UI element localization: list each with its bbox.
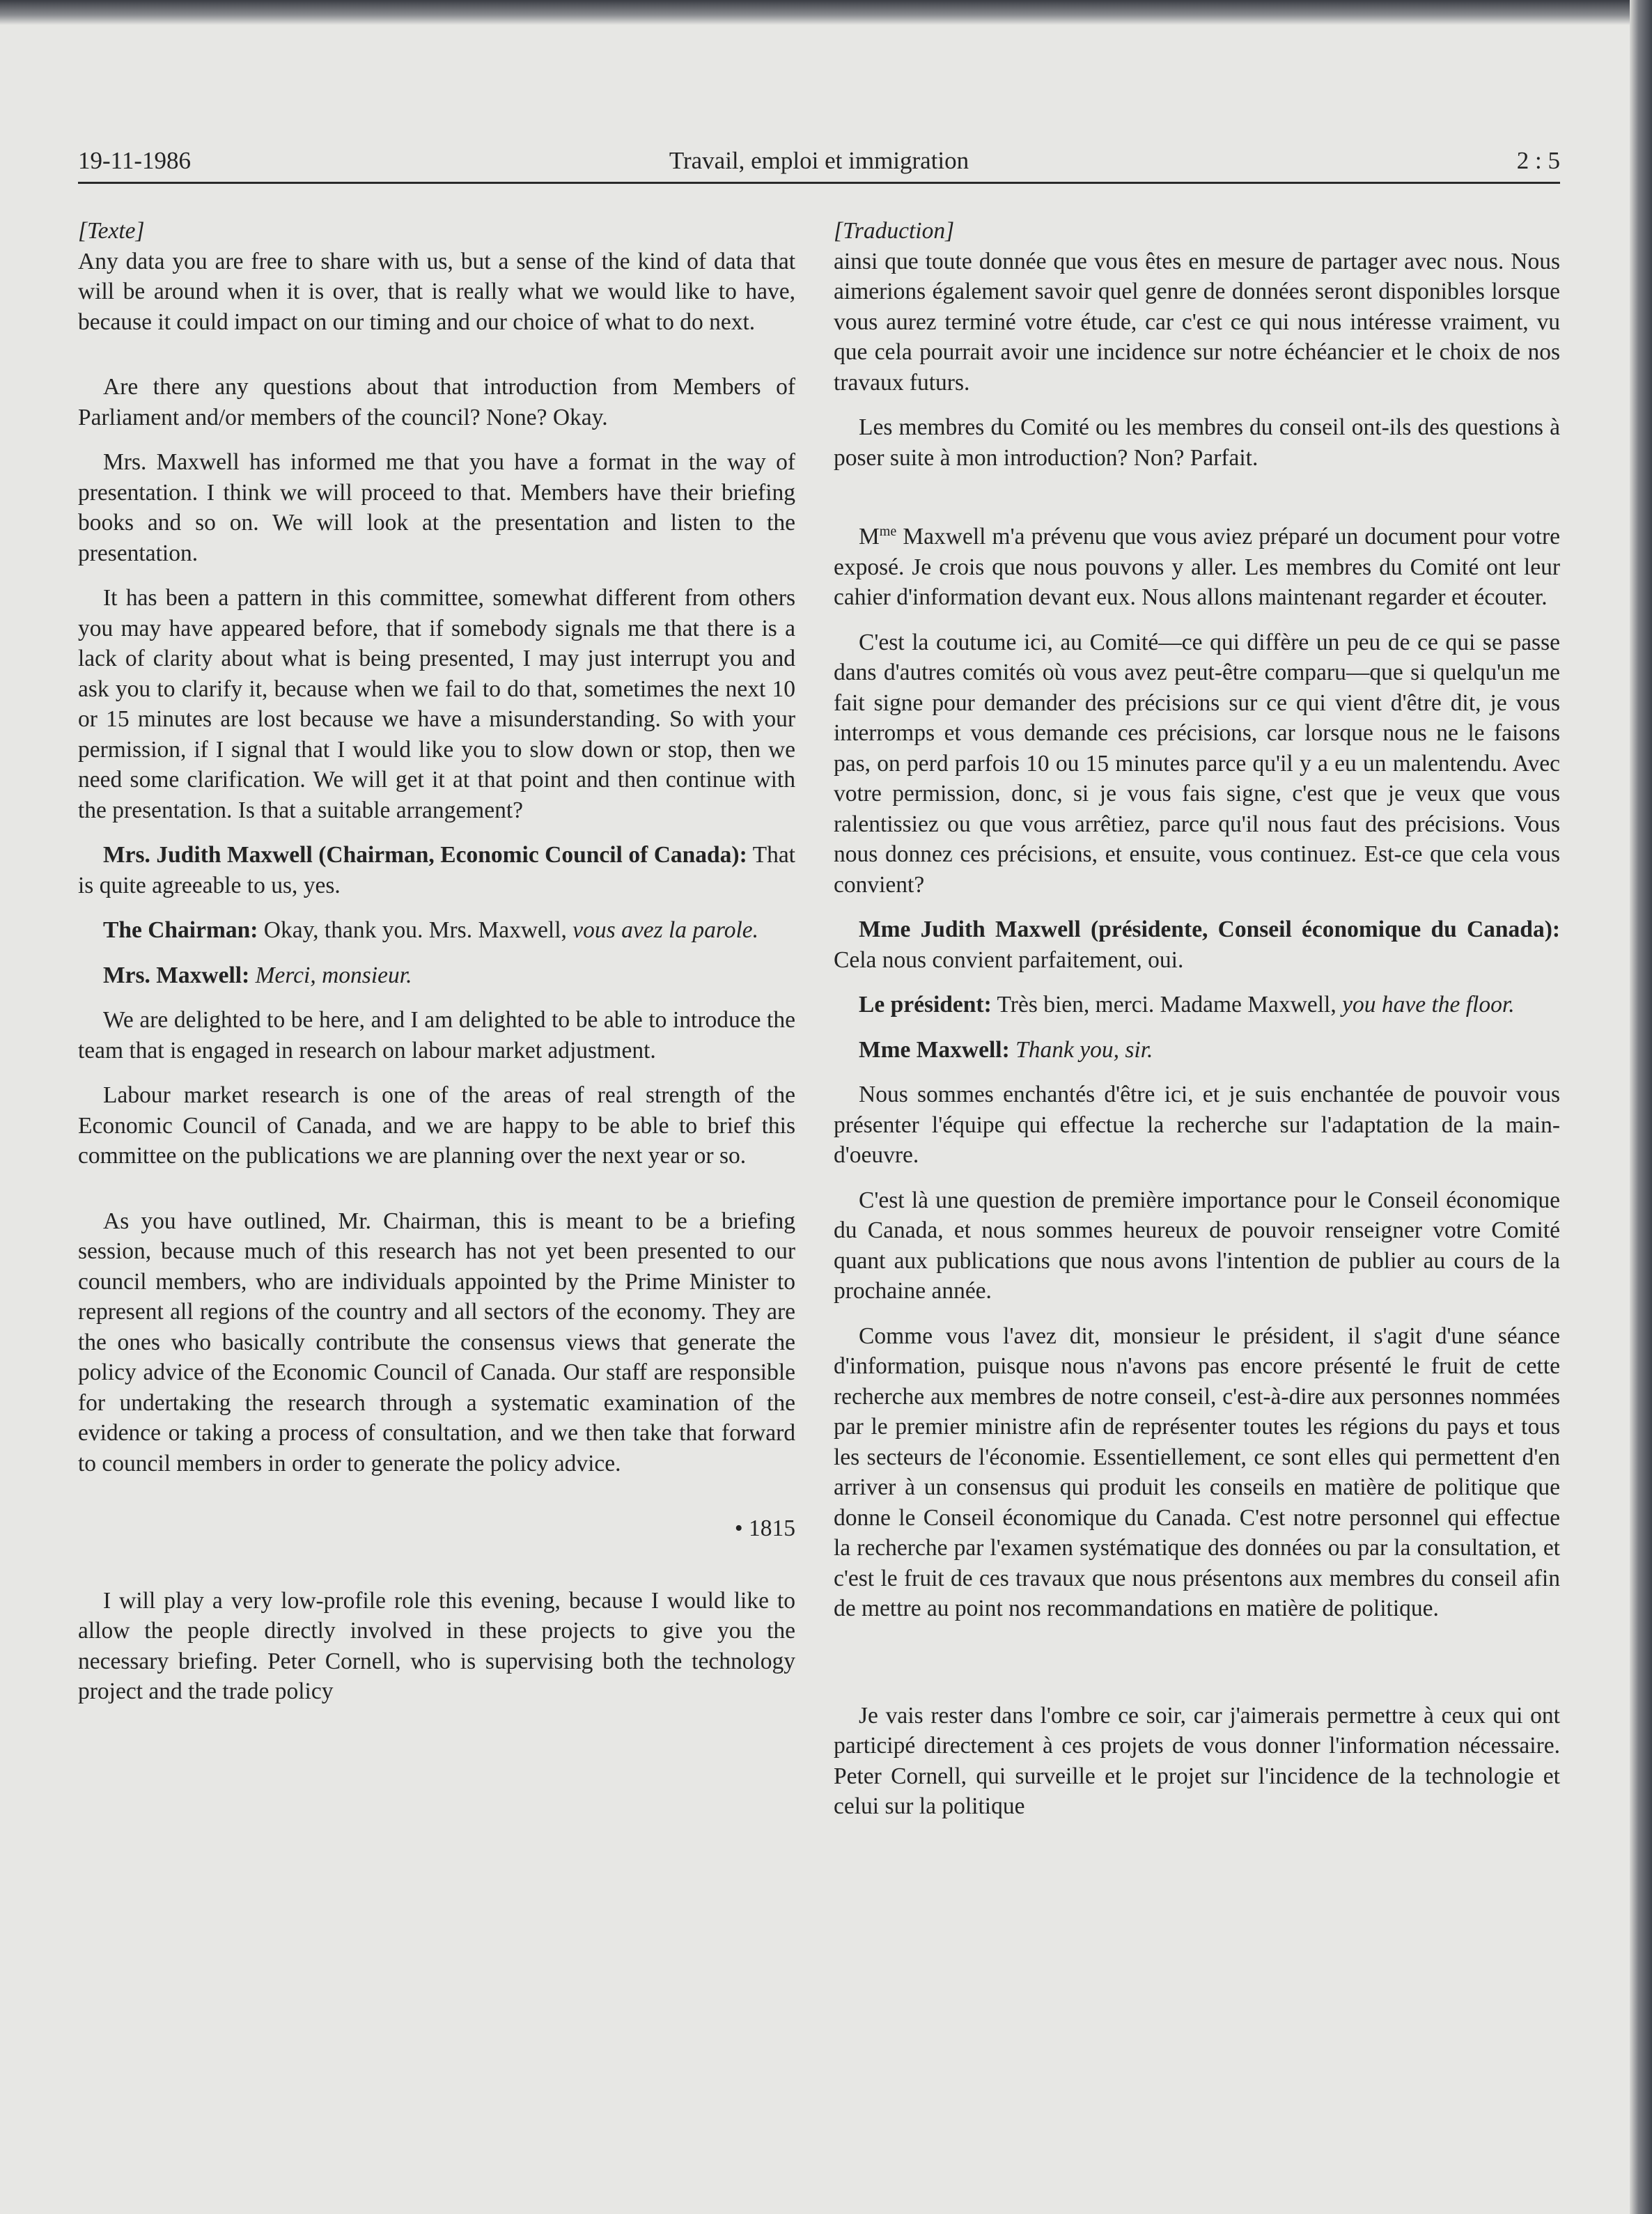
paragraph: Les membres du Comité ou les membres du conseil ont-ils des questions à poser suite à mon introduction? Non? Parfait.: [834, 414, 1560, 471]
column-tag: [Texte]: [78, 218, 145, 244]
english-column: [78, 216, 795, 1722]
paragraph: It has been a pattern in this committee, somewhat different from others you may have appeared before, that if somebody signals me that there is a lack of clarity about what is being presented, I may just interrupt you and ask you to clarify it, because when we fail to do that, sometimes the next 10 or 15 minutes are lost because we have a misunderstanding. So with your permission, if I signal that I would like you to slow down or stop, then we need some clarification. We will get it at that point and then continue with the presentation. Is that a suitable arrangement?: [78, 585, 795, 823]
header-page-number: 2 : 5: [1516, 147, 1560, 174]
paragraph: C'est la coutume ici, au Comité—ce qui diffère un peu de ce qui se passe dans d'autres comités où vous avez peut-être comparu—que si quelqu'un me fait signe pour demander des précisions sur ce qui vient d'être dit, je vous interromps et vous demande ces précisions, car lorsque nous ne le faisons pas, on perd parfois 10 ou 15 minutes parce qu'il y a eu un malentendu. Avec votre permission, donc, si je vous fais signe, c'est que je veux que vous ralentissiez ou que vous arrêtiez, parce qu'il nous faut des précisions. Vous nous donnez ces précisions, et ensuite, vous continuez. Est-ce que cela vous convient?: [834, 629, 1560, 898]
speaker-paragraph: Mme Judith Maxwell (présidente, Conseil économique du Canada): Cela nous convient parfaitement, oui.: [834, 917, 1560, 973]
speaker-paragraph: Mrs. Judith Maxwell (Chairman, Economic Council of Canada): That is quite agreeable to us, yes.: [78, 842, 795, 898]
speaker-paragraph: The Chairman: Okay, thank you. Mrs. Maxwell, vous avez la parole.: [103, 917, 759, 943]
paragraph: Nous sommes enchantés d'être ici, et je suis enchantée de pouvoir vous présenter l'équipe qui effectue la recherche sur l'adaptation de la main-d'oeuvre.: [834, 1082, 1560, 1168]
speaker-name: Mrs. Judith Maxwell (Chairman, Economic Council of Canada):: [103, 842, 747, 868]
time-marker: • 1815: [734, 1515, 795, 1541]
french-column: [834, 216, 1560, 1837]
page-header: [78, 143, 1560, 184]
speaker-paragraph: Le président: Très bien, merci. Madame Maxwell, you have the floor.: [859, 992, 1515, 1018]
paragraph: ainsi que toute donnée que vous êtes en mesure de partager avec nous. Nous aimerions également savoir quel genre de données seront disponibles lorsque vous aurez terminé votre étude, car c'est ce qui nous intéresse vraiment, vu que cela pourrait avoir une incidence sur notre échéancier et le choix de nos travaux futurs.: [834, 248, 1560, 396]
header-title: Travail, emploi et immigration: [669, 147, 969, 174]
column-tag: [Traduction]: [834, 218, 955, 244]
speaker-name: Mme Judith Maxwell (présidente, Conseil économique du Canada):: [859, 917, 1560, 942]
paragraph: $M^{me}$ Maxwell m'a prévenu que vous aviez préparé un document pour votre exposé. Je crois que nous pouvons y aller. Les membres du Comité ont leur cahier d'information devant eux. Nous allons maintenant regarder et écouter.: [834, 523, 1560, 610]
paragraph: Are there any questions about that introduction from Members of Parliament and/or members of the council? None? Okay.: [78, 374, 795, 430]
speaker-name: The Chairman:: [103, 917, 258, 943]
speaker-name: Mme Maxwell:: [859, 1036, 1010, 1063]
paragraph: Mrs. Maxwell has informed me that you have a format in the way of presentation. I think we will proceed to that. Members have their briefing books and so on. We will look at the presentation and listen to the presentation.: [78, 449, 795, 566]
speaker-paragraph: Mrs. Maxwell: Merci, monsieur.: [103, 962, 412, 988]
document-page: [78, 143, 1560, 1819]
paragraph: We are delighted to be here, and I am delighted to be able to introduce the team that is engaged in research on labour market adjustment.: [78, 1007, 795, 1063]
speaker-name: Le président:: [859, 992, 992, 1018]
scan-top-shadow: [0, 0, 1652, 25]
paragraph: Labour market research is one of the areas of real strength of the Economic Council of Canada, and we are happy to be able to brief this committee on the publications we are planning over the next year or so.: [78, 1082, 795, 1169]
paragraph: As you have outlined, Mr. Chairman, this is meant to be a briefing session, because much of this research has not yet been presented to our council members, who are individuals appointed by the Prime Minister to represent all regions of the country and all sectors of the economy. They are the ones who basically contribute the consensus views that generate the policy advice of the Economic Council of Canada. Our staff are responsible for undertaking the research through a systematic examination of the evidence or taking a process of consultation, and we then take that forward to council members in order to generate the policy advice.: [78, 1208, 795, 1476]
header-date: 19-11-1986: [78, 147, 192, 174]
speaker-paragraph: Mme Maxwell: Thank you, sir.: [859, 1036, 1153, 1063]
paragraph: Je vais rester dans l'ombre ce soir, car j'aimerais permettre à ceux qui ont participé directement à ces projets de vous donner l'information nécessaire. Peter Cornell, qui surveille et le projet sur l'incidence de la technologie et celui sur la politique: [834, 1702, 1560, 1819]
speaker-name: Mrs. Maxwell:: [103, 962, 250, 988]
paragraph: Any data you are free to share with us, but a sense of the kind of data that will be around when it is over, that is really what we would like to have, because it could impact on our timing and our choice of what to do next.: [78, 248, 795, 335]
scan-right-edge: [1630, 0, 1652, 2214]
paragraph: I will play a very low-profile role this evening, because I would like to allow the people directly involved in these projects to give you the necessary briefing. Peter Cornell, who is supervising both the technology project and the trade policy: [78, 1587, 795, 1704]
paragraph: Comme vous l'avez dit, monsieur le président, il s'agit d'une séance d'information, puisque nous n'avons pas encore présenté le fruit de cette recherche aux membres de notre conseil, c'est-à-dire aux personnes nommées par le premier ministre afin de représenter toutes les régions du pays et tous les secteurs de l'économie. Essentiellement, ce sont elles qui permettent d'en arriver à un consensus qui produit les conseils en matière de politique que donne le Conseil économique du Canada. C'est notre personnel qui effectue la recherche par l'examen systématique des données ou par la consultation, et c'est le fruit de ces travaux que nous présentons aux membres du conseil afin de mettre au point nos recommandations en matière de politique.: [834, 1323, 1560, 1621]
paragraph: C'est là une question de première importance pour le Conseil économique du Canada, et nous sommes heureux de pouvoir renseigner votre Comité quant aux publications que nous avons l'intention de publier au cours de la prochaine année.: [834, 1187, 1560, 1304]
